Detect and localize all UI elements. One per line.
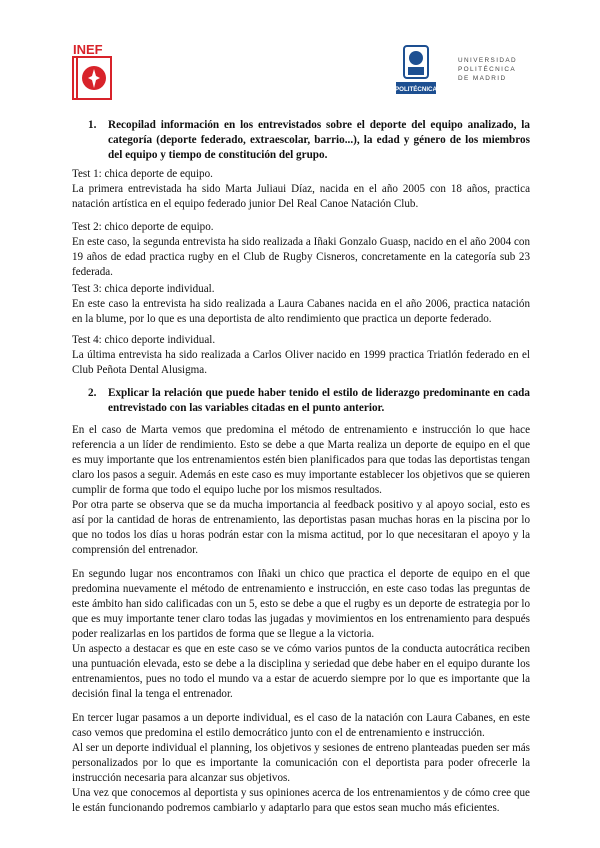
section1-heading	[88, 118, 530, 163]
test-text: En este caso la entrevista ha sido realizada a Laura Cabanes nacida en el año 2006, practica natación en la blume, por lo que es una deportista de alto rendimiento que practica un deporte federado.	[72, 298, 530, 325]
upm-name	[458, 56, 517, 83]
test-label: Test 4: chico deporte individual.	[72, 334, 216, 346]
inef-logo	[72, 42, 114, 100]
section1-number: 1.	[88, 119, 97, 131]
test-label: Test 1: chica deporte de equipo.	[72, 168, 213, 180]
body-paragraph: En tercer lugar pasamos a un deporte individual, es el caso de la natación con Laura Cabanes, en este caso vemos que predomina el estilo democrático junto con el de entrenamiento e instrucción.	[72, 712, 530, 739]
section2-heading	[88, 386, 530, 416]
body-paragraph: En segundo lugar nos encontramos con Iñaki un chico que practica el deporte de equipo en el que predomina nuevamente el método de entrenamiento e instrucción, en este caso todas las preguntas de este ámbito han sido calificadas con un 5, esto se debe a que el rugby es un deporte de estrategia por lo que es muy importante tener claro todas las jugadas y movimientos en los entrenamiento para después poder realizarlas en los partidos de forma que se llegue a la victoria.	[72, 568, 530, 640]
test-text: La primera entrevistada ha sido Marta Juliaui Díaz, nacida en el año 2005 con 18 años, practica natación artística en el equipo federado junior Del Real Canoe Natación Club.	[72, 183, 530, 210]
test-label: Test 3: chica deporte individual.	[72, 283, 215, 295]
test-1	[72, 167, 530, 212]
section2-number: 2.	[88, 387, 97, 399]
upm-name-line: POLITÉCNICA	[458, 66, 517, 73]
test-3	[72, 282, 530, 327]
upm-crest	[396, 44, 436, 98]
body-paragraph: Un aspecto a destacar es que en este caso se ve cómo varios puntos de la conducta autocrática reciben una puntuación elevada, esto se debe a la disciplina y seriedad que debe haber en el equipo durante los entrenamientos, pues no todo el mundo va a estar de acuerdo siempre por lo que es importante que la decisión final la tenga el entrenador.	[72, 643, 530, 700]
upm-badge-text: POLITÉCNICA	[396, 86, 436, 93]
test-label: Test 2: chico deporte de equipo.	[72, 221, 214, 233]
test-text: En este caso, la segunda entrevista ha sido realizada a Iñaki Gonzalo Guasp, nacido en el año 2004 con 19 años de edad practica rugby en el Club de Rugby Cisneros, concretamente en la categoría sub 23 federada.	[72, 236, 530, 278]
upm-logo	[396, 44, 436, 98]
inef-logo-graphic	[72, 42, 114, 100]
body-paragraph: En el caso de Marta vemos que predomina el método de entrenamiento e instrucción lo que hace referencia a un líder de rendimiento. Esto se debe a que Marta realiza un deporte de equipo en el que es muy importante que los entrenamientos estén bien planificados para que todas las deportistas tengan claro los pasos a seguir. Además en este caso es muy importante establecer los objetivos que se quieren cumplir de forma que todo el equipo luche por los mismos resultados.	[72, 424, 530, 496]
test-text: La última entrevista ha sido realizada a Carlos Oliver nacido en 1999 practica Triatlón federado en el Club Peñota Dental Alusigma.	[72, 349, 530, 376]
body-paragraph: Por otra parte se observa que se da mucha importancia al feedback positivo y al apoyo social, esto es así por la cantidad de horas de entrenamiento, las deportistas pasan muchas horas en la piscina por lo que no todos los días u horas podrán estar con la misma actitud, por lo que necesitaran el apoyo y la comprensión del entrenador.	[72, 499, 530, 556]
body-paragraph: Una vez que conocemos al deportista y sus opiniones acerca de los entrenamientos y de cómo cree que le están funcionando podremos cambiarlo y adaptarlo para que estos sean mucho más eficientes.	[72, 787, 530, 814]
section1-title: Recopilad información en los entrevistados sobre el deporte del equipo analizado, la categoría (deporte federado, extraescolar, barrio...), la edad y género de los miembros del equipo y tiempo de constitución del grupo.	[108, 119, 530, 161]
upm-name-line: DE MADRID	[458, 75, 507, 82]
test-4	[72, 333, 530, 378]
upm-name-line: UNIVERSIDAD	[458, 57, 518, 64]
inef-logo-text: INEF	[73, 42, 103, 57]
section2-title: Explicar la relación que puede haber tenido el estilo de liderazgo predominante en cada entrevistado con las variables citadas en el punto anterior.	[108, 387, 530, 414]
body-text	[72, 423, 530, 816]
body-paragraph: Al ser un deporte individual el planning, los objetivos y sesiones de entreno planteadas pueden ser más personalizados por lo que es importante la comunicación con el deportista para poder ofrecerle la instrucción necesaria para alcanzar sus objetivos.	[72, 742, 530, 784]
test-2	[72, 220, 530, 280]
